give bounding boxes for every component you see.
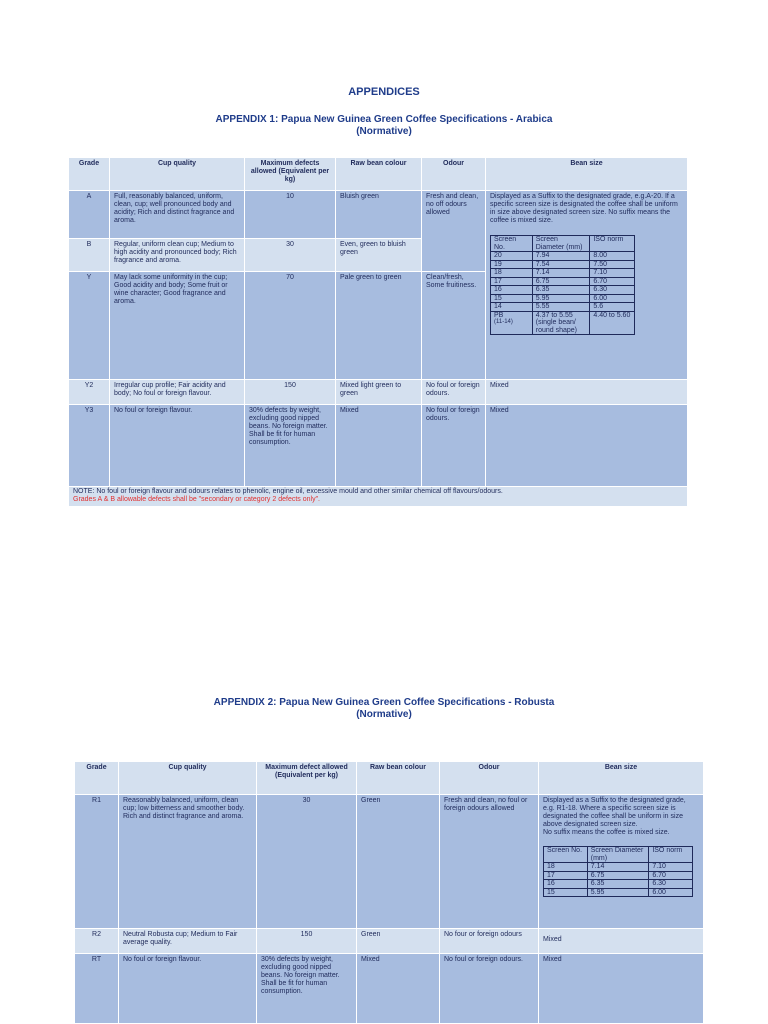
screen-diameter: 7.54 <box>532 260 590 269</box>
table-row <box>69 405 688 487</box>
appendix1-title: APPENDIX 1: Papua New Guinea Green Coffee Specifications - Arabica <box>215 114 553 125</box>
screen-diameter: 5.55 <box>532 303 590 312</box>
screen-no: 18 <box>491 269 533 278</box>
screen-no: 18 <box>544 863 588 872</box>
bean-size-cell <box>486 191 688 380</box>
header-cell: Cup quality <box>119 762 257 795</box>
arabica-spec-table <box>68 157 688 507</box>
colour-cell: Green <box>357 795 440 929</box>
screen-diameter: 6.35 <box>587 880 649 889</box>
screen-diameter: 7.14 <box>587 863 649 872</box>
screen-row <box>491 252 635 261</box>
header-cell: Cup quality <box>110 158 245 191</box>
defects-cell: 150 <box>257 929 357 954</box>
screen-diameter: 4.37 to 5.55 (single bean/ round shape) <box>532 311 590 335</box>
screen-diameter: 7.14 <box>532 269 590 278</box>
colour-cell: Bluish green <box>336 191 422 239</box>
grade-cell: A <box>69 191 110 239</box>
screen-header-cell: ISO norm <box>649 847 693 863</box>
cup-cell: Irregular cup profile; Fair acidity and body; No foul or foreign flavour. <box>110 380 245 405</box>
screen-no: 17 <box>491 277 533 286</box>
pb-range: (11-14) <box>494 319 513 325</box>
cup-cell: Reasonably balanced, uniform, clean cup; low bitterness and smoother body. Rich and distinct fragrance and aroma. <box>119 795 257 929</box>
note-red-text: Grades A & B allowable defects shall be "secondary or category 2 defects only". <box>73 496 320 503</box>
screen-header-cell: Screen Diameter (mm) <box>587 847 649 863</box>
header-cell: Bean size <box>486 158 688 191</box>
colour-cell: Even, green to bluish green <box>336 239 422 272</box>
bean-size-text: Displayed as a Suffix to the designated grade, e.g. R1-18. Where a specific screen size is designated the coffee shall be uniform in size above designated screen size. <box>543 797 686 828</box>
screen-row-pb <box>491 311 635 335</box>
screen-diameter: 6.75 <box>532 277 590 286</box>
appendix1-subtitle: (Normative) <box>356 126 412 137</box>
odour-cell: No foul or foreign odours. <box>440 954 539 1024</box>
table-row <box>75 954 704 1024</box>
defects-cell: 30 <box>245 239 336 272</box>
screen-row <box>491 260 635 269</box>
bean-size-text-suffix: No suffix means the coffee is mixed size. <box>543 829 670 836</box>
bean-size-cell: Mixed <box>539 929 704 954</box>
appendix1-heading <box>0 114 768 138</box>
cup-cell: No foul or foreign flavour. <box>119 954 257 1024</box>
screen-iso: 6.30 <box>590 286 635 295</box>
screen-iso: 7.10 <box>590 269 635 278</box>
screen-iso: 4.40 to 5.60 <box>590 311 635 335</box>
table-row <box>69 380 688 405</box>
table-row <box>75 929 704 954</box>
robusta-spec-table <box>74 761 704 1024</box>
colour-cell: Mixed <box>357 954 440 1024</box>
cup-cell: Regular, uniform clean cup; Medium to high acidity and pronounced body; Rich fragrance and aroma. <box>110 239 245 272</box>
bean-size-text: Displayed as a Suffix to the designated grade, e.g.A-20. If a specific screen size is designated the coffee shall be uniform in size above designated screen size. No suffix means the coffee is mixed size. <box>490 193 678 224</box>
screen-row <box>491 277 635 286</box>
screen-header-cell: Screen Diameter (mm) <box>532 236 590 252</box>
header-cell: Odour <box>422 158 486 191</box>
screen-header-cell: Screen No. <box>491 236 533 252</box>
note-cell <box>69 487 688 507</box>
screen-iso: 7.10 <box>649 863 693 872</box>
screen-diameter: 5.95 <box>587 888 649 897</box>
screen-no <box>491 311 533 335</box>
header-cell: Grade <box>69 158 110 191</box>
odour-cell: Clean/fresh, Some fruitiness. <box>422 272 486 380</box>
screen-row <box>544 863 693 872</box>
header-cell: Raw bean colour <box>336 158 422 191</box>
header-cell: Odour <box>440 762 539 795</box>
colour-cell: Mixed light green to green <box>336 380 422 405</box>
defects-cell: 70 <box>245 272 336 380</box>
bean-size-cell <box>539 795 704 929</box>
screen-no: 14 <box>491 303 533 312</box>
screen-no: 17 <box>544 871 588 880</box>
page-title: APPENDICES <box>348 86 420 98</box>
screen-iso: 6.70 <box>649 871 693 880</box>
odour-cell: No foul or foreign odours. <box>422 405 486 487</box>
screen-row <box>491 294 635 303</box>
bean-size-cell: Mixed <box>486 405 688 487</box>
screen-diameter: 5.95 <box>532 294 590 303</box>
screen-iso: 8.00 <box>590 252 635 261</box>
header-cell: Raw bean colour <box>357 762 440 795</box>
grade-cell: RT <box>75 954 119 1024</box>
defects-cell: 30 <box>257 795 357 929</box>
colour-cell: Pale green to green <box>336 272 422 380</box>
odour-cell: Fresh and clean, no foul or foreign odours allowed <box>440 795 539 929</box>
grade-cell: Y <box>69 272 110 380</box>
screen-size-table <box>543 846 693 897</box>
screen-row <box>544 880 693 889</box>
screen-iso: 6.00 <box>590 294 635 303</box>
screen-iso: 6.30 <box>649 880 693 889</box>
header-cell: Grade <box>75 762 119 795</box>
screen-iso: 6.00 <box>649 888 693 897</box>
colour-cell: Mixed <box>336 405 422 487</box>
screen-diameter: 6.35 <box>532 286 590 295</box>
screen-row <box>544 888 693 897</box>
screen-no: 15 <box>491 294 533 303</box>
defects-cell: 30% defects by weight, excluding good nipped beans. No foreign matter. Shall be fit for human consumption. <box>257 954 357 1024</box>
bean-size-cell: Mixed <box>486 380 688 405</box>
screen-header-cell: ISO norm <box>590 236 635 252</box>
defects-cell: 150 <box>245 380 336 405</box>
grade-cell: R2 <box>75 929 119 954</box>
screen-header-cell: Screen No. <box>544 847 588 863</box>
appendix2-title: APPENDIX 2: Papua New Guinea Green Coffee Specifications - Robusta <box>213 697 555 708</box>
header-cell: Maximum defect allowed (Equivalent per kg) <box>257 762 357 795</box>
colour-cell: Green <box>357 929 440 954</box>
screen-row <box>491 303 635 312</box>
note-row <box>69 487 688 507</box>
pb-label: PB <box>494 311 504 319</box>
header-cell: Maximum defects allowed (Equivalent per kg) <box>245 158 336 191</box>
screen-header-row <box>544 847 693 863</box>
screen-iso: 7.50 <box>590 260 635 269</box>
cup-cell: Full, reasonably balanced, uniform, clean, cup; well pronounced body and acidity; Rich and distinct fragrance and aroma. <box>110 191 245 239</box>
grade-cell: Y3 <box>69 405 110 487</box>
cup-cell: No foul or foreign flavour. <box>110 405 245 487</box>
appendix2-heading <box>0 697 768 721</box>
grade-cell: Y2 <box>69 380 110 405</box>
screen-no: 20 <box>491 252 533 261</box>
screen-iso: 6.70 <box>590 277 635 286</box>
screen-row <box>544 871 693 880</box>
screen-no: 16 <box>491 286 533 295</box>
screen-no: 15 <box>544 888 588 897</box>
grade-cell: B <box>69 239 110 272</box>
defects-cell: 30% defects by weight, excluding good nipped beans. No foreign matter. Shall be fit for human consumption. <box>245 405 336 487</box>
cup-cell: May lack some uniformity in the cup; Good acidity and body; Some fruit or wine character; Good fragrance and aroma. <box>110 272 245 380</box>
screen-row <box>491 269 635 278</box>
odour-cell: No four or foreign odours <box>440 929 539 954</box>
screen-size-table <box>490 235 635 335</box>
table-header-row <box>69 158 688 191</box>
defects-cell: 10 <box>245 191 336 239</box>
grade-cell: R1 <box>75 795 119 929</box>
appendix2-subtitle: (Normative) <box>356 709 412 720</box>
table-row <box>69 191 688 239</box>
screen-diameter: 6.75 <box>587 871 649 880</box>
odour-cell: Fresh and clean, no off odours allowed <box>422 191 486 272</box>
cup-cell: Neutral Robusta cup; Medium to Fair average quality. <box>119 929 257 954</box>
screen-no: 16 <box>544 880 588 889</box>
screen-header-row <box>491 236 635 252</box>
table-row <box>75 795 704 929</box>
screen-no: 19 <box>491 260 533 269</box>
note-text: NOTE: No foul or foreign flavour and odours relates to phenolic, engine oil, excessive mould and other similar chemical off flavours/odours. <box>73 488 503 495</box>
header-cell: Bean size <box>539 762 704 795</box>
odour-cell: No foul or foreign odours. <box>422 380 486 405</box>
bean-size-cell: Mixed <box>539 954 704 1024</box>
screen-diameter: 7.94 <box>532 252 590 261</box>
screen-row <box>491 286 635 295</box>
screen-iso: 5.6 <box>590 303 635 312</box>
table-header-row <box>75 762 704 795</box>
